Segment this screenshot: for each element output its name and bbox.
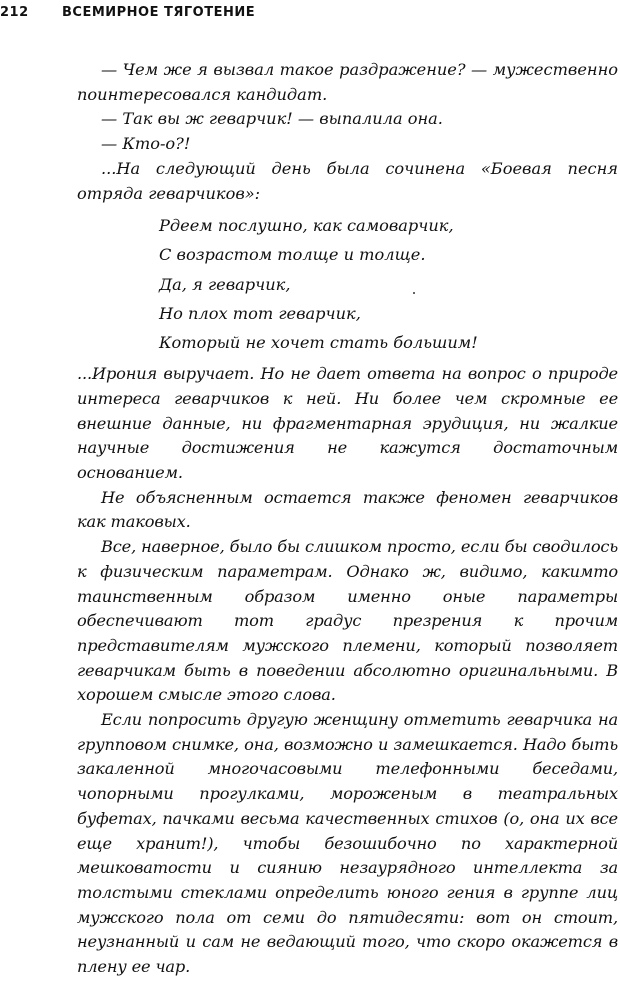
body-paragraph: ...Ирония выручает. Но не дает ответа на вопрос о природе интереса геварчиков к ней. Ни более чем скромные ее внешние данные, ни фрагментарная эрудиция, ни жалкие научные достижения не кажутся достаточным основанием.	[77, 364, 618, 483]
body-paragraph: Не объясненным остается также феномен геварчиков как таковых.	[77, 487, 618, 532]
running-header	[0, 2, 255, 22]
print-speck	[413, 292, 415, 294]
dialogue-line: — Так вы ж геварчик! — выпалила она.	[101, 109, 443, 129]
dialogue-line: ...На следующий день была сочинена «Боевая песня отряда геварчиков»:	[77, 158, 618, 203]
song-verse	[159, 211, 618, 357]
page-body	[77, 58, 618, 980]
body-paragraph: Если попросить другую женщину отметить геварчика на групповом снимке, она, возможно и замешкается. Надо быть закаленной многочасовыми телефонными беседами, чопорными прогулками, мороженым в театральных буфетах, пачками весьма качественных стихов (о, она их все еще хранит!), чтобы безошибочно по характерной мешковатости и сиянию незаурядного интеллекта за толстыми стеклами определить юного гения в группе лиц мужского пола от семи до пятидесяти: вот он стоит, неузнанный и сам не ведающий того, что скоро окажется в плену ее чар.	[77, 710, 618, 977]
verse-line: Да, я геварчик,	[159, 274, 291, 294]
dialogue-line: — Чем же я вызвал такое раздражение? — мужественно поинтересовался кандидат.	[77, 60, 618, 104]
verse-line: Который не хочет стать большим!	[159, 333, 478, 353]
section-title: ВСЕМИРНОЕ ТЯГОТЕНИЕ	[62, 4, 256, 20]
page-number: 212	[0, 4, 29, 20]
body-paragraph: Все, наверное, было бы слишком просто, если бы сводилось к физическим параметрам. Однако ж, видимо, какимто таинственным образом именно оные параметры обеспечивают тот градус презрения к прочим представителям мужского племени, который позволяет геварчикам быть в поведении абсолютно оригинальными. В хорошем смысле этого слова.	[77, 537, 618, 705]
verse-line: Рдеем послушно, как самоварчик,	[159, 216, 454, 236]
dialogue-line: — Кто-о?!	[101, 134, 191, 154]
verse-line: Но плох тот геварчик,	[159, 303, 361, 323]
verse-line: С возрастом толще и толще.	[159, 245, 426, 265]
